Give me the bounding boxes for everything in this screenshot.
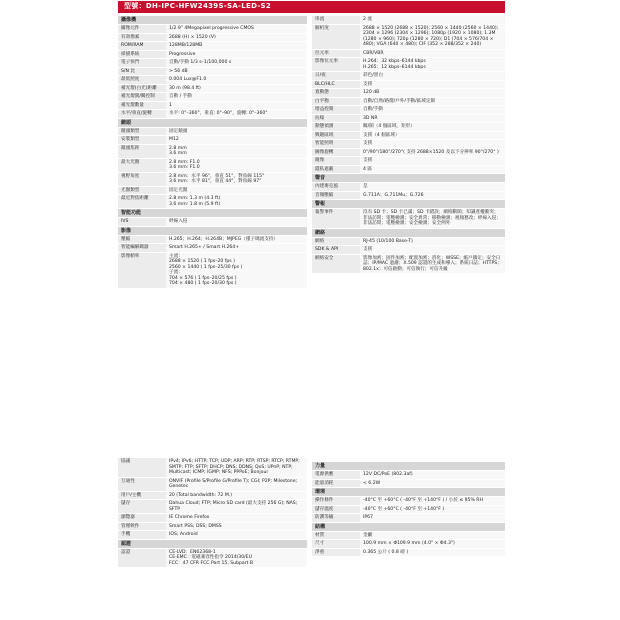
spec-value: CBR/VBR <box>360 50 505 58</box>
spec-value: 沒有 SD 卡；SD 卡已滿；SD 卡錯誤；網絡斷開；知識產權衝突；非法訪問；電壓檢測；安全異常；移動檢測；視頻篡改；絆線入侵；非法訪問；電壓檢測；安全檢測；安全例外 <box>360 209 505 228</box>
spec-column-bottom-right <box>312 462 505 557</box>
spec-label: 安裝類型 <box>118 136 166 144</box>
spec-value: 0°/90°/180°/270°( 支持 2688×1520 及以下分辨率 90°/270° ) <box>360 149 505 157</box>
section-header: 警報 <box>312 200 505 209</box>
spec-row <box>118 110 307 119</box>
spec-value: 20 (Total bandwidth: 72 M.) <box>166 492 307 500</box>
spec-row <box>312 540 505 549</box>
spec-label: 壓縮 <box>118 236 166 244</box>
spec-label: 水平/垂直/旋轉 <box>118 110 166 118</box>
spec-row <box>118 51 307 60</box>
spec-row <box>118 195 307 209</box>
spec-row <box>312 157 505 166</box>
spec-value: 影像加密；固件加密；配置加密；消化；WSSE；帳戶鎖定；安全日誌；IP/MAC 過濾；X.509 認證的生成和導入；系統日誌；HTTPS；802.1x；可信啟動；可信執行；可信升級 <box>360 255 505 274</box>
spec-label: 攝像元件 <box>118 25 166 33</box>
spec-row <box>312 50 505 59</box>
spec-row <box>312 497 505 506</box>
spec-value: Progressive <box>166 51 307 59</box>
spec-row <box>118 68 307 77</box>
spec-row <box>118 492 307 501</box>
spec-row <box>118 128 307 137</box>
spec-label: 智能照明 <box>312 140 360 148</box>
spec-row <box>312 514 505 523</box>
spec-value: 0.004 Lux@F1.0 <box>166 76 307 84</box>
spec-row <box>312 106 505 115</box>
spec-label: 電子快門 <box>118 59 166 67</box>
spec-label: 光圈類型 <box>118 187 166 195</box>
spec-row <box>118 218 307 227</box>
spec-value: 固定光圈 <box>166 187 307 195</box>
spec-label: 補光燈(白光)距離 <box>118 85 166 93</box>
spec-row <box>118 523 307 532</box>
spec-value: IP67 <box>360 514 505 522</box>
spec-label: 位元率 <box>312 50 360 58</box>
spec-column-top-right <box>312 16 505 274</box>
spec-label: 協議 <box>118 458 166 477</box>
spec-value: IE Chrome Firefox <box>166 514 307 522</box>
spec-row <box>118 514 307 523</box>
spec-row <box>118 93 307 102</box>
spec-row <box>312 140 505 149</box>
section-header: 聲音 <box>312 174 505 183</box>
spec-value: G.711A；G.711Mu；G.726 <box>360 192 505 200</box>
spec-row <box>118 25 307 34</box>
spec-label: 儲存溫度 <box>312 506 360 514</box>
spec-value: 支援 <box>360 157 505 165</box>
spec-value: 2688 (H) × 1520 (V) <box>166 34 307 42</box>
spec-label: 儲存 <box>118 500 166 513</box>
spec-row <box>118 59 307 68</box>
spec-value: -40°C 至 +60°C ( -40°F 至 +140°F ) / 小於 ≤ 95% RH <box>360 497 505 505</box>
spec-value: ONVIF (Profile S/Profile G/Profile T); CGI; P2P; Milestone; Genetec <box>166 478 307 491</box>
spec-row <box>118 531 307 540</box>
spec-label: 抗噪 <box>312 115 360 123</box>
spec-value: 自動 / 手動 <box>166 93 307 101</box>
spec-value: 水平: 0°–360°，垂直: 0°–90°，旋轉: 0°–360° <box>166 110 307 118</box>
spec-label: 電源供應 <box>312 471 360 479</box>
spec-row <box>312 58 505 72</box>
spec-label: 視野角度 <box>118 173 166 186</box>
spec-label: BLC/HLC <box>312 81 360 89</box>
spec-value: 固定鏡頭 <box>166 128 307 136</box>
spec-value: 2.8 mm 3.6 mm <box>166 145 307 158</box>
spec-value: Smart H.265+ / Smart H.264+ <box>166 244 307 252</box>
spec-value: < 6.2W <box>360 480 505 488</box>
spec-label: 補光燈數量 <box>118 102 166 110</box>
spec-label: 能量消耗 <box>312 480 360 488</box>
spec-label: 鏡頭焦距 <box>118 145 166 158</box>
spec-label: 手機 <box>118 531 166 539</box>
spec-value: Smart PSS; DSS; DMSS <box>166 523 307 531</box>
spec-label: 淨重 <box>312 549 360 557</box>
spec-label: 音頻壓縮 <box>312 192 360 200</box>
spec-value: 關/開（4 個區域，矩形） <box>360 123 505 131</box>
spec-row <box>312 89 505 98</box>
spec-value: 1 <box>166 102 307 110</box>
spec-value: 2.8 mm：水平 96°，垂直 51°，對角線 115° 3.6 mm：水平 81°，垂直 44°，對角線 97° <box>166 173 307 186</box>
spec-value: 金屬 <box>360 532 505 540</box>
spec-value: > 56 dB <box>166 68 307 76</box>
spec-value: 2688 × 1520 (2688 × 1520); 2560 × 1440 (2560 × 1440); 2304 × 1296 (2304 × 1296); 1080p (1920 × 1080); 1.3M (1280 × 960); 720p (1280 × 720); D1 (704 × 576/704 × 480); VGA (640 × 480); CIF (352 × 288/352 × 240) <box>360 25 505 49</box>
spec-row <box>118 159 307 173</box>
spec-column-bottom-left <box>118 458 307 568</box>
spec-value: Dahua Cloud; FTP; Micro SD card (最大支持 256 G); NAS; SFTP <box>166 500 307 513</box>
spec-row <box>312 549 505 558</box>
spec-row <box>118 145 307 159</box>
spec-value: 3D NR <box>360 115 505 123</box>
spec-value: IOS; Android <box>166 531 307 539</box>
spec-row <box>312 532 505 541</box>
spec-row <box>312 123 505 132</box>
spec-value: 是 <box>360 183 505 191</box>
spec-label: 增益控制 <box>312 106 360 114</box>
spec-value: 30 m (98.4 ft) <box>166 85 307 93</box>
spec-row <box>312 25 505 50</box>
spec-row <box>118 76 307 85</box>
spec-value: 2 流 <box>360 16 505 24</box>
section-header: 影像 <box>118 227 307 236</box>
spec-label: 用戶/主機 <box>118 492 166 500</box>
spec-row <box>312 255 505 275</box>
spec-value: 4 區 <box>360 166 505 174</box>
spec-label: 圖像旋轉 <box>312 149 360 157</box>
spec-row <box>312 115 505 124</box>
section-header: 環境 <box>312 488 505 497</box>
spec-label: 白平衡 <box>312 98 360 106</box>
spec-row <box>312 16 505 25</box>
spec-row <box>312 192 505 201</box>
section-header: 攝像機 <box>118 16 307 25</box>
spec-row <box>118 244 307 253</box>
spec-label: 網絡 <box>312 238 360 246</box>
spec-row <box>118 458 307 478</box>
spec-row <box>118 34 307 43</box>
spec-value: 120 dB <box>360 89 505 97</box>
spec-row <box>312 98 505 107</box>
spec-value: 128MB/128MB <box>166 42 307 50</box>
spec-value: 支援 <box>360 246 505 254</box>
spec-value: 100.9 mm × Φ109.9 mm (4.0" × Φ4.3") <box>360 540 505 548</box>
spec-label: 串流 <box>312 16 360 24</box>
spec-row <box>312 471 505 480</box>
spec-row <box>312 506 505 515</box>
spec-row <box>312 81 505 90</box>
spec-value: 自動/自然/路燈/戶外/手動/區域定制 <box>360 98 505 106</box>
spec-label: 防護等級 <box>312 514 360 522</box>
spec-row <box>312 132 505 141</box>
spec-value: 絆線入侵 <box>166 218 307 226</box>
spec-value: 支援 <box>360 81 505 89</box>
spec-row <box>118 136 307 145</box>
spec-value: 2.8 mm: F1.0 3.6 mm: F1.0 <box>166 159 307 172</box>
spec-label: 最近對焦距離 <box>118 195 166 208</box>
spec-label: S/N 比 <box>118 68 166 76</box>
spec-row <box>118 102 307 111</box>
spec-value: 1/2.9" 4Megapixel progressive CMOS <box>166 25 307 33</box>
spec-value: IPv4; IPv6; HTTP; TCP; UDP; ARP; RTP; RTSP; RTCP; RTMP; SMTP; FTP; SFTP; DHCP; DNS; DDNS; QoS; UPnP; NTP; Multicast; ICMP; IGMP; NFS; PPPoE; Bonjour <box>166 458 307 477</box>
spec-value: 自動/手動 <box>360 106 505 114</box>
spec-label: 智能編解碼器 <box>118 244 166 252</box>
spec-label: 隱私遮蔽 <box>312 166 360 174</box>
spec-label: 互通性 <box>118 478 166 491</box>
spec-label: 管理軟件 <box>118 523 166 531</box>
spec-label: 影像幀率 <box>118 253 166 288</box>
spec-value: -40°C 至 +60°C ( -40°F 至 +140°F ) <box>360 506 505 514</box>
spec-label: 鏡像 <box>312 157 360 165</box>
spec-label: 最大光圈 <box>118 159 166 172</box>
spec-row <box>118 236 307 245</box>
spec-label: 報警事件 <box>312 209 360 228</box>
spec-row <box>312 246 505 255</box>
spec-row <box>312 183 505 192</box>
spec-label: ROM/RAM <box>118 42 166 50</box>
spec-label: 鏡頭類型 <box>118 128 166 136</box>
model-title-banner: 型號：DH-IPC-HFW2439S-SA-LED-S2 <box>118 1 505 13</box>
spec-row <box>118 187 307 196</box>
spec-row <box>118 253 307 289</box>
spec-label: 尺寸 <box>312 540 360 548</box>
spec-value: 主流： 2688 × 1520 ( 1 fps–20 fps ) 2560 × 1440 ( 1 fps–25/30 fps ) 子流： 704 × 576 ( 1 fps–20/25 fps ) 704 × 480 ( 1 fps–20/30 fps ) <box>166 253 307 288</box>
spec-label: 認證 <box>118 549 166 568</box>
spec-label: 網絡安全 <box>312 255 360 274</box>
spec-label: 材質 <box>312 532 360 540</box>
spec-label: SDK & API <box>312 246 360 254</box>
spec-value: H.265；H.264；H.264B；MJPEG（僅子碼流支持） <box>166 236 307 244</box>
spec-row <box>118 42 307 51</box>
spec-value: 支援（4 個區域） <box>360 132 505 140</box>
spec-label: 興趣區域 <box>312 132 360 140</box>
section-header: 網絡 <box>312 229 505 238</box>
spec-label: 日/夜 <box>312 72 360 80</box>
spec-value: CE-LVD：EN62368-1 CE-EMC：電磁兼容性指令 2014/30/EU FCC：47 CFR FCC Part 15, Subpart B <box>166 549 307 568</box>
spec-row <box>312 149 505 158</box>
section-header: 結構 <box>312 523 505 532</box>
spec-row <box>312 480 505 489</box>
section-header: 鏡頭 <box>118 119 307 128</box>
spec-row <box>118 173 307 187</box>
spec-row <box>312 72 505 81</box>
spec-label: 影像位元率 <box>312 58 360 71</box>
spec-value: M12 <box>166 136 307 144</box>
spec-column-top-left <box>118 16 307 289</box>
spec-value: H.264：32 kbps–6144 kbps H.265：12 kbps–6144 kbps <box>360 58 505 71</box>
section-header: 認證 <box>118 540 307 549</box>
spec-row <box>118 500 307 514</box>
spec-label: 操作條件 <box>312 497 360 505</box>
spec-value: 12V DC/PoE (802.3af) <box>360 471 505 479</box>
spec-label: 最低照度 <box>118 76 166 84</box>
spec-label: IVS <box>118 218 166 226</box>
spec-value: 支援 <box>360 140 505 148</box>
spec-value: 2.8 mm: 1.3 m (4.3 ft) 3.6 mm: 1.8 m (5.9 ft) <box>166 195 307 208</box>
spec-value: 0.365 公斤 ( 0.8 磅 ) <box>360 549 505 557</box>
spec-value: RJ-45 (10/100 Base-T) <box>360 238 505 246</box>
spec-label: 瀏覽器 <box>118 514 166 522</box>
spec-row <box>312 238 505 247</box>
spec-row <box>312 209 505 229</box>
spec-label: 掃描系統 <box>118 51 166 59</box>
spec-label: 解析度 <box>312 25 360 49</box>
spec-value: 彩色/黑白 <box>360 72 505 80</box>
spec-label: 內建麥克風 <box>312 183 360 191</box>
section-header: 智能功能 <box>118 209 307 218</box>
spec-row <box>118 549 307 569</box>
spec-label: 補光燈開/關控制 <box>118 93 166 101</box>
section-header: 力量 <box>312 462 505 471</box>
spec-label: 有效像素 <box>118 34 166 42</box>
spec-row <box>312 166 505 175</box>
spec-label: 動態偵測 <box>312 123 360 131</box>
spec-row <box>118 85 307 94</box>
spec-row <box>118 478 307 492</box>
spec-label: 寬動態 <box>312 89 360 97</box>
spec-value: 自動/手動 1/3 s–1/100,000 s <box>166 59 307 67</box>
